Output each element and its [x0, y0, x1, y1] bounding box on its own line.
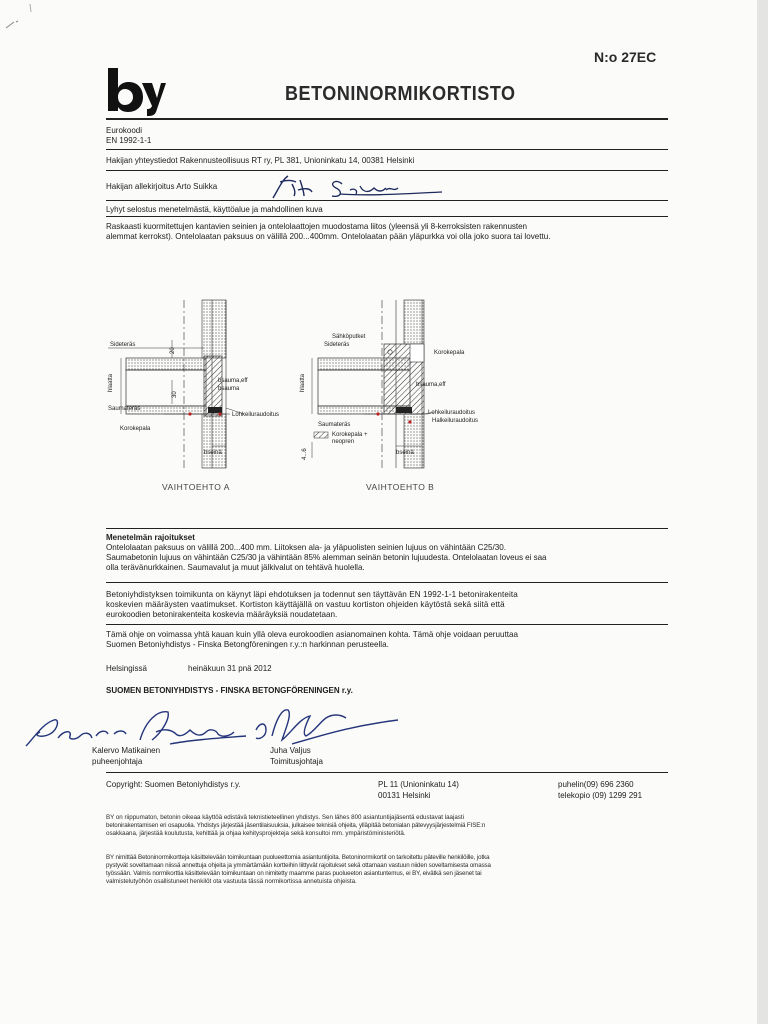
disclaimer-line: valmistelutyöhön osallistuneet henkilöt ota vastuuta tässä normikortissa annetuista ohjeista. [106, 878, 357, 886]
fig-label: 20 [170, 347, 176, 354]
limits-text [106, 543, 668, 573]
limits-line: Ontelolaatan paksuus on välillä 200...400 mm. Liitoksen ala- ja yläpuolisten seinien lujuus on vähintään C25/30. [106, 543, 506, 552]
fig-label: neopren [332, 439, 355, 445]
description-text [106, 222, 668, 242]
applicant-contact: Hakijan yhteystiedot Rakennusteollisuus RT ry, PL 381, Unioninkatu 14, 00381 Helsinki [106, 156, 415, 165]
fig-label: Korokepala [434, 350, 465, 356]
phone: puhelin(09) 696 2360 [558, 780, 634, 789]
figure-b-caption: VAIHTOEHTO B [366, 482, 435, 492]
statement-line: koskevien määräysten vaatimukset. Kortiston käyttäjällä on vastuu kortiston ohjeiden käytöstä sekä siitä että [106, 600, 505, 609]
eurocode-label: Eurokoodi [106, 126, 143, 135]
header-rule [106, 118, 668, 120]
fig-label: Korokepala + [332, 432, 368, 438]
address-line-2: 00131 Helsinki [378, 791, 431, 800]
fig-label: hlaatta [108, 373, 114, 392]
divider [106, 772, 668, 773]
limits-line: Saumabetonin lujuus on vähintään C25/30 ja vähintään 85% alemman seinän betonin lujuudesta. Ontelolaatan loveus ei saa [106, 553, 547, 562]
figure-joint-details [104, 296, 504, 496]
fig-label: Saumateräs [318, 422, 351, 428]
copyright: Copyright: Suomen Betoniyhdistys r.y. [106, 780, 241, 789]
divider [106, 149, 668, 150]
applicant-signature-label: Hakijan allekirjoitus Arto Suikka [106, 182, 218, 191]
disclaimer-line: työssään. Valmis normikorttia käsittelevään toimikuntaan on nimitetty maamme paras puolueeton asiantuntemus, ei BY, eivätkä sen jäsenet tai [106, 870, 482, 878]
divider [106, 216, 668, 217]
disclaimer-text [106, 854, 668, 886]
disclaimer-line: BY nimittää Betoninormikortteja käsittelevään toimikuntaan puolueettomia asiantuntijoita. Betoninormikortit on tarkoitettu päteville henkilöille, jotka [106, 854, 490, 861]
eurocode-value: EN 1992-1-1 [106, 136, 152, 145]
fig-label: Lohkeiluraudoitus [428, 410, 476, 416]
fig-label: Korokepala [120, 426, 151, 432]
fig-label: 30 [172, 391, 178, 398]
validity-line: Tämä ohje on voimassa yhtä kauan kuin yllä oleva eurokoodien asianomainen kohta. Tämä ohje voidaan peruuttaa [106, 630, 518, 639]
statement-line: Betoniyhdistyksen toimikunta on käynyt läpi ehdotuksen ja todennut sen täyttävän EN 1992-1-1 betonirakenteita [106, 590, 518, 599]
signer-1-role: puheenjohtaja [92, 757, 143, 766]
fig-label: bsauma,eff [416, 382, 446, 388]
fig-label: Saumateräs [108, 406, 141, 412]
fig-label: bsauma [218, 386, 240, 392]
fig-label: Halkeiluraudoitus [432, 418, 479, 424]
description-heading: Lyhyt selostus menetelmästä, käyttöalue ja mahdollinen kuva [106, 205, 323, 214]
fig-label: bseinä [204, 450, 222, 456]
divider [106, 624, 668, 625]
figure-a [108, 300, 244, 468]
about-line: betonirakentamisen eri osapuolia. Yhdistys järjestää jäsentilaisuuksia, julkaisee teknisiä ohjeita, ylläpitää betonialan pätevyysjärjestelmiä FISE:n [106, 822, 486, 830]
statement-line: eurokoodien betonirakenteita koskevia määräyksiä noudatetaan. [106, 610, 338, 619]
page-title: BETONINORMIKORTISTO [285, 83, 516, 105]
signer-1-name: Kalervo Matikainen [92, 746, 161, 755]
fig-label: hlaatta [300, 373, 306, 392]
applicant-signature [270, 170, 450, 202]
statement-text [106, 590, 668, 620]
about-text [106, 814, 668, 838]
divider [106, 200, 668, 201]
fig-label: Lohkeiluraudoitus [232, 412, 280, 418]
signer-2-name: Juha Valjus [270, 746, 311, 755]
signer-2-role: Toimitusjohtaja [270, 757, 323, 766]
by-logo [106, 68, 166, 116]
fig-label: bseinä [396, 450, 414, 456]
address-line-1: PL 11 (Unioninkatu 14) [378, 780, 459, 789]
divider [106, 528, 668, 529]
validity-text [106, 630, 668, 650]
page-edge [757, 0, 768, 1024]
date: heinäkuun 31 pnä 2012 [188, 664, 272, 673]
about-line: BY on riippumaton, betonin oikeaa käyttöä edistävä teknistieteellinen yhdistys. Sen lähes 800 asiantuntijajäsentä edustavat laajasti [106, 814, 464, 821]
scan-mark-icon [0, 0, 60, 40]
fig-label: Sideteräs [324, 342, 350, 348]
fig-label: bsauma,eff [218, 378, 248, 384]
place: Helsingissä [106, 664, 147, 673]
disclaimer-line: pystyvät soveltamaan niissä annettuja ohjeita ja ymmärtämään kortteihin liittyvät rajoitukset sekä ottamaan vastuun niiden soveltamisesta omassa [106, 862, 491, 870]
limits-line: olla terävänurkkainen. Saumavalut ja muut jälkivalut on tehtävä huolella. [106, 563, 365, 572]
validity-line: Suomen Betoniyhdistys - Finska Betongföreningen r.y.:n harkinnan perusteella. [106, 640, 389, 649]
figure-a-caption: VAIHTOEHTO A [162, 482, 230, 492]
fig-label: Sähköputket [332, 334, 366, 340]
doc-number: N:o 27EC [594, 49, 657, 65]
limits-heading: Menetelmän rajoitukset [106, 533, 195, 542]
description-line: Raskaasti kuormitettujen kantavien seinien ja ontelolaattojen muodostama liitos (yleensä yli 8-kerroksisten rakennusten [106, 222, 527, 231]
divider [106, 582, 668, 583]
organization-name: SUOMEN BETONIYHDISTYS - FINSKA BETONGFÖRENINGEN r.y. [106, 686, 353, 695]
fig-label: 4...6 [302, 448, 308, 460]
description-line: alemmat kerrokst). Ontelolaatan paksuus on välillä 200...400mm. Ontelolaatan pään yläpurkka voi olla joko suora tai lovettu. [106, 232, 551, 241]
board-signatures [20, 700, 400, 762]
about-line: osakkaana, järjestää koulutusta, kehittää ja ohjaa kehitysprojekteja sekä konsultoi mm. ympäristöministeriötä. [106, 830, 406, 838]
fig-label: Sideteräs [110, 342, 136, 348]
fax: telekopio (09) 1299 291 [558, 791, 643, 800]
